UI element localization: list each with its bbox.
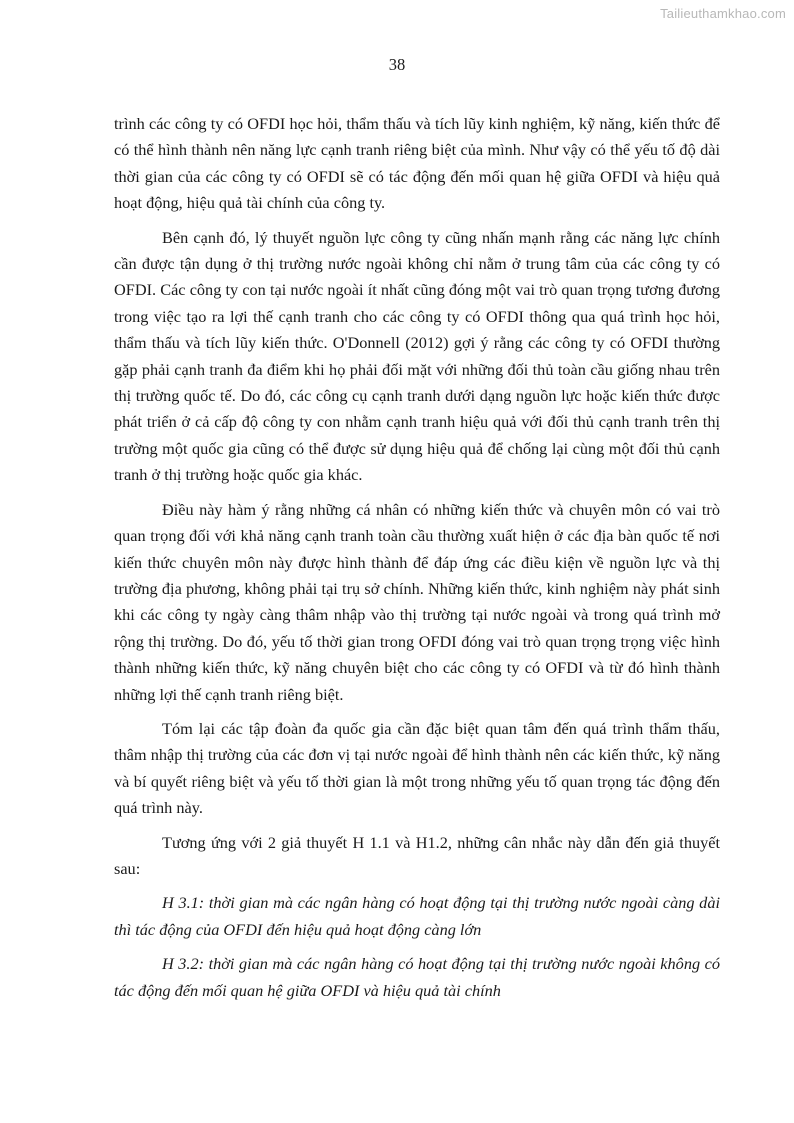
watermark-text: Tailieuthamkhao.com <box>660 6 786 21</box>
paragraph-continuation: trình các công ty có OFDI học hỏi, thẩm thấu và tích lũy kinh nghiệm, kỹ năng, kiến thức để có thể hình thành nên năng lực cạnh tranh riêng biệt của mình. Như vậy có thể yếu tố độ dài thời gian của các công ty có OFDI sẽ có tác động đến mối quan hệ giữa OFDI và hiệu quả hoạt động, hiệu quả tài chính của công ty. <box>114 114 720 213</box>
page-number: 38 <box>388 55 406 74</box>
hypothesis-h3-2: H 3.2: thời gian mà các ngân hàng có hoạt động tại thị trường nước ngoài không có tác động đến mối quan hệ giữa OFDI và hiệu quả tài chính <box>114 954 720 1000</box>
document-body <box>114 111 720 1004</box>
hypothesis-h3-1: H 3.1: thời gian mà các ngân hàng có hoạt động tại thị trường nước ngoài càng dài thì tác động của OFDI đến hiệu quả hoạt động càng lớn <box>114 893 720 939</box>
paragraph-resource-theory: Bên cạnh đó, lý thuyết nguồn lực công ty cũng nhấn mạnh rằng các năng lực chính cần được tận dụng ở thị trường nước ngoài không chỉ nằm ở trung tâm của các công ty có OFDI. Các công ty con tại nước ngoài ít nhất cũng đóng một vai trò quan trọng tương đương trong việc tạo ra lợi thế cạnh tranh cho các công ty có OFDI thông qua quá trình học hỏi, thẩm thấu và tích lũy kiến thức. O'Donnell (2012) gợi ý rằng các công ty có OFDI thường gặp phải cạnh tranh đa điểm khi họ phải đối mặt với những đối thủ toàn cầu giống nhau trên thị trường quốc tế. Do đó, các công cụ cạnh tranh dưới dạng nguồn lực hoặc kiến thức được phát triển ở cả cấp độ công ty con nhằm cạnh tranh hiệu quả với đối thủ cạnh tranh trên thị trường một quốc gia cũng có thể được sử dụng hiệu quả để chống lại cùng một đối thủ cạnh tranh ở thị trường hoặc quốc gia khác. <box>114 227 720 485</box>
paragraph-knowledge-expertise: Điều này hàm ý rằng những cá nhân có những kiến thức và chuyên môn có vai trò quan trọng đối với khả năng cạnh tranh toàn cầu thường xuất hiện ở các địa bàn quốc tế nơi kiến thức chuyên môn này được hình thành để đáp ứng các điều kiện về nguồn lực và thị trường địa phương, không phải tại trụ sở chính. Những kiến thức, kinh nghiệm này phát sinh khi các công ty ngày càng thâm nhập vào thị trường tại nước ngoài và trong quá trình mở rộng thị trường. Do đó, yếu tố thời gian trong OFDI đóng vai trò quan trọng trọng việc hình thành những kiến thức, kỹ năng chuyên biệt cho các công ty có OFDI và từ đó hình thành những lợi thế cạnh tranh riêng biệt. <box>114 499 720 704</box>
paragraph-summary: Tóm lại các tập đoàn đa quốc gia cần đặc biệt quan tâm đến quá trình thẩm thấu, thâm nhập thị trường của các đơn vị tại nước ngoài để hình thành nên các kiến thức, kỹ năng và bí quyết riêng biệt và yếu tố thời gian là một trong những yếu tố quan trọng tác động đến quá trình này. <box>114 718 720 818</box>
paragraph-hypothesis-intro: Tương ứng với 2 giả thuyết H 1.1 và H1.2, những cân nhắc này dẫn đến giả thuyết sau: <box>114 832 720 878</box>
